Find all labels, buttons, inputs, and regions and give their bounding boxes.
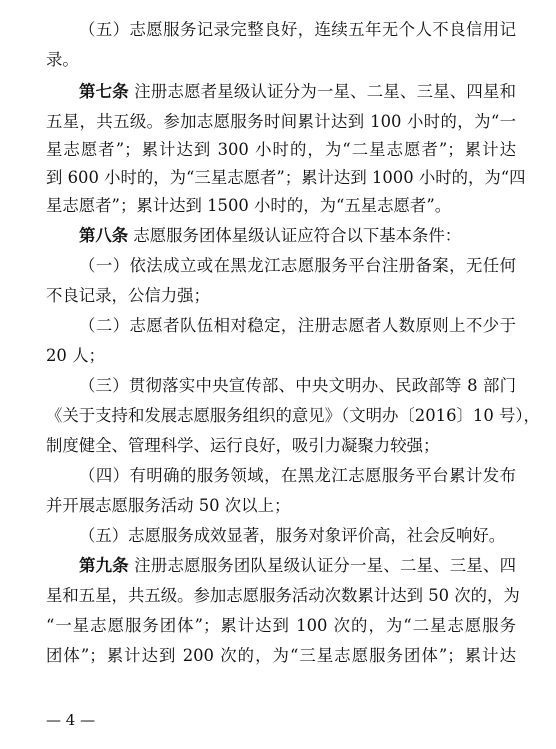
paragraph-line: （四）有明确的服务领域，在黑龙江志愿服务平台累计发布 xyxy=(79,466,516,485)
paragraph-line: 《关于支持和发展志愿服务组织的意见》（文明办〔2016〕10 号）， xyxy=(46,406,540,425)
article-8-heading: 第八条 xyxy=(79,226,129,245)
paragraph-line: 到 600 小时的，为“三星志愿者”；累计达到 1000 小时的，为“四 xyxy=(46,168,526,187)
paragraph-line: （三）贯彻落实中央宣传部、中央文明办、民政部等 8 部门 xyxy=(79,376,516,395)
article-8-line xyxy=(46,226,516,246)
article-9-text: 注册志愿服务团队星级认证分一星、二星、三星、四 xyxy=(134,556,517,575)
article-7-line xyxy=(46,82,516,102)
article-7-text: 注册志愿者星级认证分为一星、二星、三星、四星和 xyxy=(134,82,517,101)
paragraph-line: “一星志愿服务团体”；累计达到 100 次的，为“二星志愿服务 xyxy=(46,616,516,635)
article-9-heading: 第九条 xyxy=(79,556,129,575)
paragraph-line: 星志愿者”；累计达到 1500 小时的，为“五星志愿者”。 xyxy=(46,196,452,215)
paragraph-line: 不良记录，公信力强； xyxy=(46,286,210,305)
paragraph-line: （五）志愿服务记录完整良好，连续五年无个人不良信用记 xyxy=(79,20,516,39)
paragraph-line: 20 人； xyxy=(46,346,105,365)
article-7-heading: 第七条 xyxy=(79,82,129,101)
paragraph-line: 五星，共五级。参加志愿服务时间累计达到 100 小时的，为“一 xyxy=(46,112,516,131)
article-8-text: 志愿服务团体星级认证应符合以下基本条件： xyxy=(133,226,462,245)
paragraph-line: 制度健全、管理科学、运行良好，吸引力凝聚力较强； xyxy=(46,436,440,455)
paragraph-line: 星志愿者”；累计达到 300 小时的，为“二星志愿者”；累计达 xyxy=(46,140,516,159)
paragraph-line: 录。 xyxy=(46,50,79,69)
paragraph-line: （二）志愿者队伍相对稳定，注册志愿者人数原则上不少于 xyxy=(79,316,516,335)
paragraph-line: （一）依法成立或在黑龙江志愿服务平台注册备案，无任何 xyxy=(79,256,516,275)
paragraph-line: 团体”；累计达到 200 次的，为“三星志愿服务团体”；累计达 xyxy=(46,646,516,665)
paragraph-line: （五）志愿服务成效显著，服务对象评价高，社会反响好。 xyxy=(79,526,506,545)
article-9-line xyxy=(46,556,516,576)
page-number: — 4 — xyxy=(46,711,96,729)
paragraph-line: 并开展志愿服务活动 50 次以上； xyxy=(46,496,291,515)
paragraph-line: 星和五星，共五级。参加志愿服务活动次数累计达到 50 次的，为 xyxy=(46,586,520,605)
